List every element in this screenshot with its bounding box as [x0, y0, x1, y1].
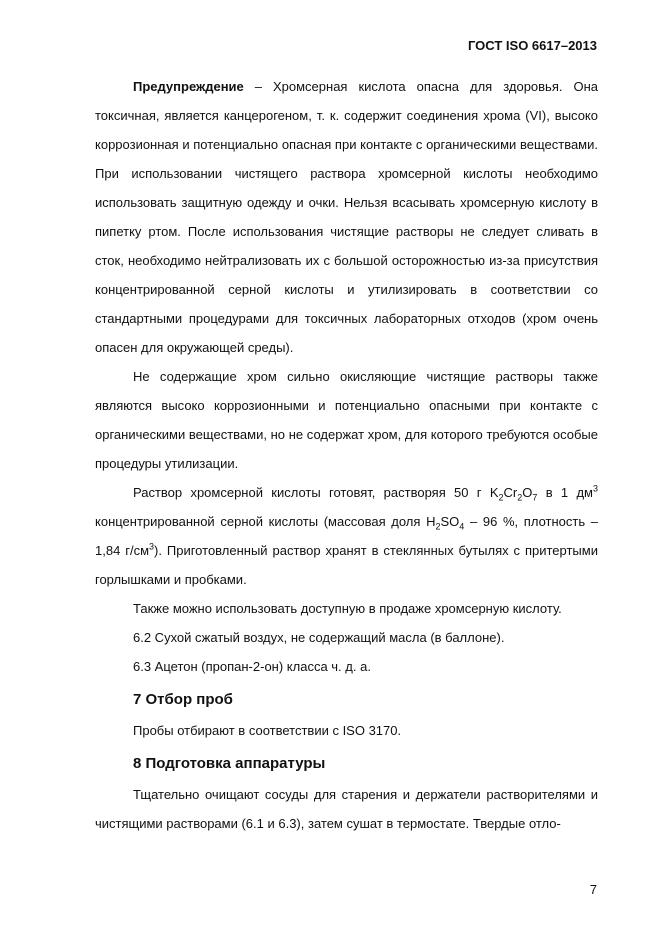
warning-text: – Хромсерная кислота опасна для здоровья. Она токсичная, является канцерогеном, т. к. содержит соединения хрома (VI), высоко коррозионная и потенциально опасная при контакте с органическими веществами. При использовании чистящего раствора хромсерной кислоты необходимо использовать защитную одежду и очки. Нельзя всасывать хромсерную кислоту в пипетку ртом. После использования чистящие растворы не следует сливать в сток, необходимо нейтрализовать их с большой осторожностью из-за присутствия концентрированной серной кислоты и утилизировать в соответствии со стандартными процедурами для токсичных лабораторных отходов (хром очень опасен для окружающей среды). — [95, 79, 598, 355]
prep-sup: 3 — [592, 483, 598, 494]
item-6-2: 6.2 Сухой сжатый воздух, не содержащий масла (в баллоне). — [133, 630, 505, 645]
document-header: ГОСТ ISO 6617–2013 — [467, 38, 597, 53]
section-8-title: 8 Подготовка аппаратуры — [133, 755, 326, 772]
prep-sub: 2 — [435, 521, 441, 532]
section-7-text: Пробы отбирают в соответствии с ISO 3170. — [133, 723, 402, 738]
prep-text: – 96 %, плотность – 1,84 г/см — [95, 514, 598, 558]
preparation-paragraph — [95, 478, 598, 594]
prep-sup: 3 — [149, 541, 155, 552]
section-8-text: Тщательно очищают сосуды для старения и держатели растворителями и чистящими растворами (6.1 и 6.3), затем сушат в термостате. Твердые отло- — [95, 787, 598, 831]
prep-text: SO — [440, 514, 460, 529]
page-number: 7 — [589, 882, 597, 897]
item-6-3: 6.3 Ацетон (пропан-2-он) класса ч. д. а. — [133, 659, 371, 674]
prep-text: концентрированной серной кислоты (массовая доля H — [95, 514, 436, 529]
prep-text: O — [522, 485, 533, 500]
prep-sub: 2 — [498, 492, 504, 503]
section-7-title: 7 Отбор проб — [133, 691, 233, 708]
warning-paragraph — [95, 72, 598, 362]
prep-sub: 4 — [459, 521, 465, 532]
page-body — [95, 72, 598, 838]
prep-sub: 7 — [532, 492, 538, 503]
warning-label: Предупреждение — [133, 79, 244, 94]
prep-text: Раствор хромсерной кислоты готовят, растворяя 50 г K — [133, 485, 499, 500]
prep-text: ). Приготовленный раствор хранят в стеклянных бутылях с притертыми горлышками и пробками. — [95, 543, 598, 587]
prep-text: Cr — [503, 485, 518, 500]
commercial-paragraph: Также можно использовать доступную в продаже хромсерную кислоту. — [133, 601, 562, 616]
chrome-free-paragraph: Не содержащие хром сильно окисляющие чистящие растворы также являются высоко коррозионными и потенциально опасными при контакте с органическими веществами, но не содержат хром, для которого требуются особые процедуры утилизации. — [95, 369, 598, 471]
prep-sub: 2 — [517, 492, 523, 503]
prep-text: в 1 дм — [537, 485, 593, 500]
